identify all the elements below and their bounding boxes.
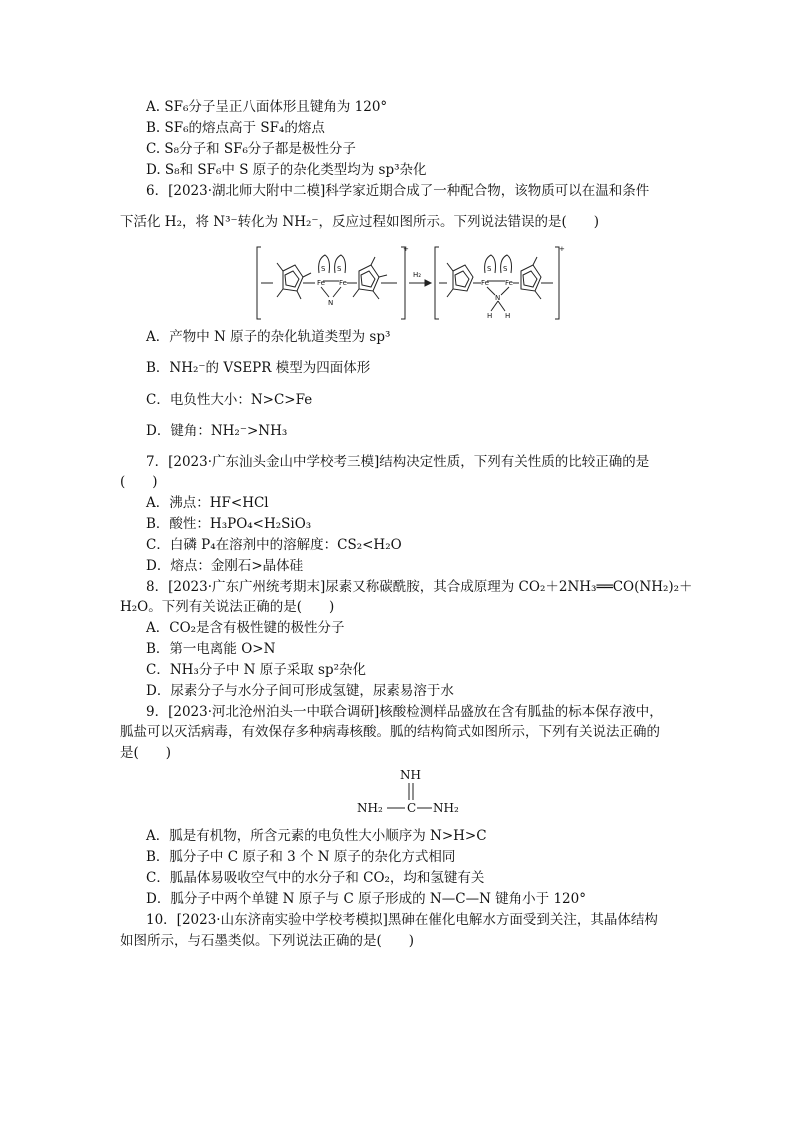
q9-option-c: C．胍晶体易吸收空气中的水分子和 CO₂，均和氢键有关: [146, 870, 485, 886]
q7-option-c: C．白磷 P₄在溶剂中的溶解度：CS₂<H₂O: [146, 537, 402, 553]
q5-option-a: A. SF₆分子呈正八面体形且键角为 120°: [146, 99, 388, 115]
arrow-label-h2: H₂: [413, 271, 422, 279]
s-left-2: S: [337, 265, 342, 273]
q7-stem-line2: ( ): [120, 474, 158, 490]
q9-option-d: D．胍分子中两个单键 N 原子与 C 原子形成的 N—C—N 键角小于 120°: [146, 891, 586, 907]
fe-right-2: Fe: [505, 279, 513, 287]
s-right-1: S: [487, 265, 492, 273]
q7-option-d: D．熔点：金刚石>晶体硅: [146, 558, 304, 574]
q7-option-b: B．酸性：H₃PO₄<H₂SiO₃: [146, 516, 312, 532]
q5-option-b: B. SF₆的熔点高于 SF₄的熔点: [146, 120, 325, 136]
s-left-1: S: [321, 265, 326, 273]
q6-stem-line2: 下活化 H₂，将 N³⁻转化为 NH₂⁻，反应过程如图所示。下列说法错误的是( ): [120, 214, 600, 230]
h-right-1: H: [487, 312, 493, 320]
reaction-scheme-figure: [255, 243, 565, 323]
h-right-2: H: [505, 312, 511, 320]
fe-left-1: Fe: [317, 279, 325, 287]
charge-right: +: [559, 245, 565, 253]
q9-option-b: B．胍分子中 C 原子和 3 个 N 原子的杂化方式相同: [146, 849, 456, 865]
q8-option-a: A．CO₂是含有极性键的极性分子: [146, 620, 345, 636]
q5-option-c: C. S₈分子和 SF₆分子都是极性分子: [146, 141, 356, 157]
guanidine-structure-figure: [355, 765, 465, 820]
struct-nh2-right: NH₂: [433, 801, 459, 815]
n-left: N: [328, 299, 334, 307]
struct-c-center: C: [407, 801, 417, 815]
struct-nh2-left: NH₂: [357, 801, 383, 815]
fe-right-1: Fe: [481, 279, 489, 287]
q8-option-c: C．NH₃分子中 N 原子采取 sp²杂化: [146, 662, 366, 678]
fe-left-2: Fe: [339, 279, 347, 287]
struct-nh-top: NH: [400, 768, 421, 782]
q9-option-a: A．胍是有机物，所含元素的电负性大小顺序为 N>H>C: [146, 828, 487, 844]
q10-stem-line2: 如图所示，与石墨类似。下列说法正确的是( ): [120, 933, 415, 949]
q8-stem-line2: H₂O。下列有关说法正确的是( ): [120, 599, 335, 615]
q9-stem-line3: 是( ): [120, 745, 172, 761]
s-right-2: S: [503, 265, 508, 273]
n-right: N: [495, 294, 501, 302]
q6-option-b: B．NH₂⁻的 VSEPR 模型为四面体形: [146, 360, 371, 376]
q6-option-d: D．键角：NH₂⁻>NH₃: [146, 423, 288, 439]
q9-stem-line1: 9．[2023·河北沧州泊头一中联合调研]核酸检测样品盛放在含有胍盐的标本保存液中，: [146, 704, 663, 720]
q6-option-c: C．电负性大小：N>C>Fe: [146, 392, 313, 408]
q6-stem-line1: 6．[2023·湖北师大附中二模]科学家近期合成了一种配合物，该物质可以在温和条件: [146, 183, 650, 199]
q7-stem-line1: 7．[2023·广东汕头金山中学校考三模]结构决定性质，下列有关性质的比较正确的是: [146, 454, 650, 470]
q7-option-a: A．沸点：HF<HCl: [146, 495, 269, 511]
q8-option-d: D．尿素分子与水分子间可形成氢键，尿素易溶于水: [146, 683, 454, 699]
q6-option-a: A．产物中 N 原子的杂化轨道类型为 sp³: [146, 329, 391, 345]
q8-option-b: B．第一电离能 O>N: [146, 641, 276, 657]
q8-stem-line1: 8．[2023·广东广州统考期末]尿素又称碳酰胺，其合成原理为 CO₂＋2NH₃══CO(NH₂)₂＋: [146, 579, 693, 595]
charge-left: +: [403, 245, 409, 253]
q5-option-d: D. S₈和 SF₆中 S 原子的杂化类型均为 sp³杂化: [146, 162, 427, 178]
q10-stem-line1: 10．[2023·山东济南实验中学校考模拟]黑砷在催化电解水方面受到关注，其晶体结构: [146, 912, 658, 928]
q9-stem-line2: 胍盐可以灭活病毒，有效保存多种病毒核酸。胍的结构简式如图所示，下列有关说法正确的: [120, 724, 660, 740]
